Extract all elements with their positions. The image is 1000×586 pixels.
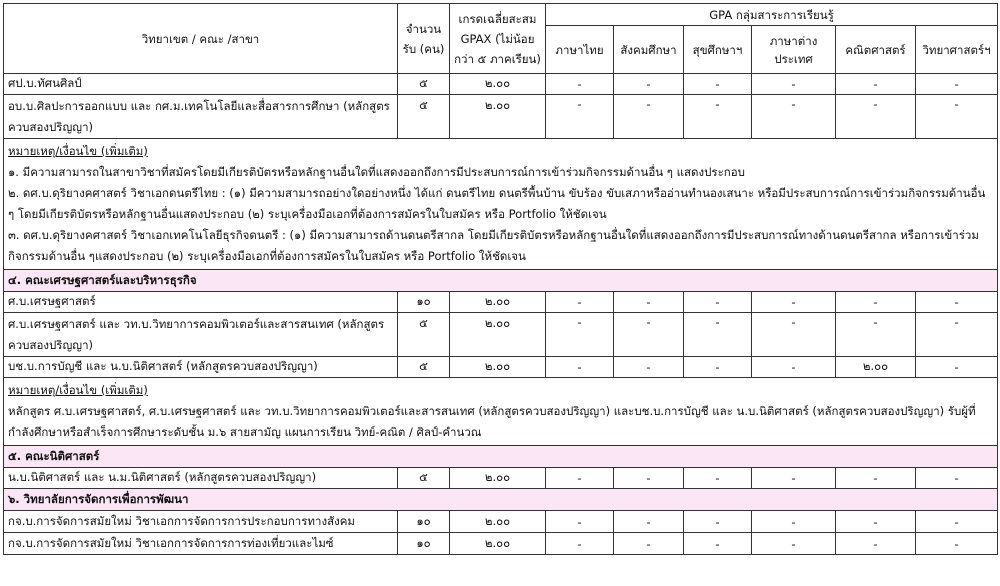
seats-cell: ๕ bbox=[398, 95, 450, 139]
header-subject: สุขศึกษาฯ bbox=[684, 26, 752, 74]
table-row bbox=[4, 511, 998, 533]
gpa-cell: - bbox=[546, 468, 614, 489]
program-name: ศ.บ.เศรษฐศาสตร์ และ วท.บ.วิทยาการคอมพิวเตอร์และสารสนเทศ (หลักสูตรควบสองปริญญา) bbox=[4, 313, 398, 357]
gpa-cell: - bbox=[614, 95, 684, 139]
table-row bbox=[4, 74, 998, 95]
program-name: บช.บ.การบัญชี และ น.บ.นิติศาสตร์ (หลักสูตรควบสองปริญญา) bbox=[4, 357, 398, 378]
program-name: น.บ.นิติศาสตร์ และ น.ม.นิติศาสตร์ (หลักสูตรควบสองปริญญา) bbox=[4, 468, 398, 489]
seats-cell: ๑๐ bbox=[398, 511, 450, 533]
note-title: หมายเหตุ/เงื่อนไข (เพิ่มเติม) bbox=[8, 144, 148, 158]
note-block bbox=[4, 139, 998, 270]
gpa-cell: - bbox=[916, 292, 998, 313]
program-name: ศ.บ.เศรษฐศาสตร์ bbox=[4, 292, 398, 313]
gpax-cell: ๒.๐๐ bbox=[450, 313, 546, 357]
gpax-cell: ๒.๐๐ bbox=[450, 533, 546, 555]
gpa-cell: - bbox=[546, 313, 614, 357]
seats-cell: ๕ bbox=[398, 74, 450, 95]
header-subject: สังคมศึกษา bbox=[614, 26, 684, 74]
gpa-cell: - bbox=[684, 95, 752, 139]
program-name: ศป.บ.ทัศนศิลป์ bbox=[4, 74, 398, 95]
table-row bbox=[4, 468, 998, 489]
note-item: ๑. มีความสามารถในสาขาวิชาที่สมัครโดยมีเกียรติบัตรหรือหลักฐานอื่นใดที่แสดงออกถึงการมีประสบการณ์การเข้าร่วมกิจกรรมด้านอื่น ๆ แสดงประกอบ bbox=[8, 165, 745, 179]
gpa-cell: - bbox=[836, 95, 916, 139]
gpa-cell: - bbox=[916, 357, 998, 378]
table-row bbox=[4, 313, 998, 357]
program-name: กจ.บ.การจัดการสมัยใหม่ วิชาเอกการจัดการการท่องเที่ยวและไมซ์ bbox=[4, 533, 398, 555]
gpa-cell: - bbox=[916, 533, 998, 555]
gpa-cell: - bbox=[684, 533, 752, 555]
gpa-cell: - bbox=[916, 74, 998, 95]
header-gpax: เกรดเฉลี่ยสะสม GPAX (ไม่น้อยกว่า ๕ ภาคเรียน) bbox=[450, 4, 546, 74]
gpax-cell: ๒.๐๐ bbox=[450, 357, 546, 378]
section-title: ๔. คณะเศรษฐศาสตร์และบริหารธุรกิจ bbox=[4, 270, 998, 292]
gpa-cell: - bbox=[916, 313, 998, 357]
note-cell bbox=[4, 139, 998, 270]
gpax-cell: ๒.๐๐ bbox=[450, 292, 546, 313]
gpa-cell: - bbox=[836, 511, 916, 533]
gpa-cell: - bbox=[752, 468, 836, 489]
gpa-cell: - bbox=[546, 95, 614, 139]
seats-cell: ๕ bbox=[398, 357, 450, 378]
seats-cell: ๑๐ bbox=[398, 533, 450, 555]
gpa-cell: - bbox=[836, 313, 916, 357]
section-title: ๖. วิทยาลัยการจัดการเพื่อการพัฒนา bbox=[4, 489, 998, 511]
gpa-cell: - bbox=[752, 313, 836, 357]
gpa-cell: - bbox=[546, 511, 614, 533]
note-block bbox=[4, 378, 998, 446]
gpa-cell: - bbox=[916, 95, 998, 139]
gpax-cell: ๒.๐๐ bbox=[450, 511, 546, 533]
gpa-cell: - bbox=[546, 533, 614, 555]
gpa-cell: - bbox=[684, 511, 752, 533]
gpa-cell: - bbox=[546, 292, 614, 313]
section-header bbox=[4, 489, 998, 511]
note-title: หมายเหตุ/เงื่อนไข (เพิ่มเติม) bbox=[8, 383, 148, 397]
gpa-cell: - bbox=[614, 357, 684, 378]
table-row bbox=[4, 95, 998, 139]
seats-cell: ๕ bbox=[398, 468, 450, 489]
gpa-cell: - bbox=[752, 357, 836, 378]
section-header bbox=[4, 270, 998, 292]
gpa-cell: - bbox=[752, 511, 836, 533]
gpa-cell: - bbox=[752, 292, 836, 313]
header-seats: จำนวนรับ (คน) bbox=[398, 4, 450, 74]
gpa-cell: - bbox=[614, 292, 684, 313]
program-name: กจ.บ.การจัดการสมัยใหม่ วิชาเอกการจัดการการประกอบการทางสังคม bbox=[4, 511, 398, 533]
seats-cell: ๕ bbox=[398, 313, 450, 357]
gpa-cell: - bbox=[614, 74, 684, 95]
gpa-cell: - bbox=[614, 468, 684, 489]
gpa-cell: - bbox=[684, 292, 752, 313]
admission-table bbox=[3, 3, 998, 555]
gpa-cell: - bbox=[684, 357, 752, 378]
note-cell bbox=[4, 378, 998, 446]
section-title: ๕. คณะนิติศาสตร์ bbox=[4, 446, 998, 468]
gpa-cell: - bbox=[752, 533, 836, 555]
gpa-cell: ๒.๐๐ bbox=[836, 357, 916, 378]
gpa-cell: - bbox=[752, 95, 836, 139]
section-header bbox=[4, 446, 998, 468]
gpa-cell: - bbox=[684, 74, 752, 95]
header-gpa-group: GPA กลุ่มสาระการเรียนรู้ bbox=[546, 4, 998, 26]
gpa-cell: - bbox=[546, 357, 614, 378]
table-row bbox=[4, 292, 998, 313]
program-name: อบ.บ.ศิลปะการออกแบบ และ กศ.ม.เทคโนโลยีและสื่อสารการศึกษา (หลักสูตรควบสองปริญญา) bbox=[4, 95, 398, 139]
gpa-cell: - bbox=[546, 74, 614, 95]
header-faculty: วิทยาเขต / คณะ /สาขา bbox=[4, 4, 398, 74]
note-text: หลักสูตร ศ.บ.เศรษฐศาสตร์, ศ.บ.เศรษฐศาสตร์ และ วท.บ.วิทยาการคอมพิวเตอร์และสารสนเทศ (หลักสูตรควบสองปริญญา) และบช.บ.การบัญชี และ น.บ.นิติศาสตร์ (หลักสูตรควบสองปริญญา) รับผู้ที่กำลังศึกษาหรือสำเร็จการศึกษาระดับชั้น ม.๖ สายสามัญ แผนการเรียน วิทย์-คณิต / ศิลป์-คำนวณ bbox=[8, 404, 976, 439]
gpa-cell: - bbox=[836, 74, 916, 95]
gpax-cell: ๒.๐๐ bbox=[450, 95, 546, 139]
gpa-cell: - bbox=[916, 468, 998, 489]
gpa-cell: - bbox=[752, 74, 836, 95]
table-row bbox=[4, 533, 998, 555]
seats-cell: ๑๐ bbox=[398, 292, 450, 313]
gpa-cell: - bbox=[684, 313, 752, 357]
header-subject: ภาษาไทย bbox=[546, 26, 614, 74]
gpa-cell: - bbox=[836, 292, 916, 313]
note-item: ๒. ดศ.บ.ดุริยางคศาสตร์ วิชาเอกดนตรีไทย : (๑) มีความสามารถอย่างใดอย่างหนึ่ง ได้แก่ ดนตรีไทย ดนตรีพื้นบ้าน ขับร้อง ขับเสภาหรืออ่านทำนองเสนาะ หรือมีประสบการณ์การเข้าร่วมกิจกรรมด้านอื่น ๆ โดยมีเกียรติบัตรหรือหลักฐานอื่นแสดงประกอบ (๒) ระบุเครื่องมือเอกที่ต้องการสมัครในใบสมัคร หรือ Portfolio ให้ชัดเจน bbox=[8, 186, 986, 221]
header-subject: ภาษาต่างประเทศ bbox=[752, 26, 836, 74]
gpa-cell: - bbox=[614, 313, 684, 357]
note-item: ๓. ดศ.บ.ดุริยางคศาสตร์ วิชาเอกเทคโนโลยีธุรกิจดนตรี : (๑) มีความสามารถด้านดนตรีสากล โดยมีเกียรติบัตรหรือหลักฐานอื่นใดที่แสดงออกถึงการมีประสบการณ์ทางด้านดนตรีสากล หรือการเข้าร่วมกิจกรรมด้านอื่น ๆแสดงประกอบ (๒) ระบุเครื่องมือเอกที่ต้องการสมัครในใบสมัคร หรือ Portfolio ให้ชัดเจน bbox=[8, 228, 979, 263]
gpa-cell: - bbox=[836, 468, 916, 489]
gpa-cell: - bbox=[916, 511, 998, 533]
gpa-cell: - bbox=[614, 511, 684, 533]
gpax-cell: ๒.๐๐ bbox=[450, 468, 546, 489]
header-subject: วิทยาศาสตร์ฯ bbox=[916, 26, 998, 74]
gpa-cell: - bbox=[684, 468, 752, 489]
gpa-cell: - bbox=[614, 533, 684, 555]
table-row bbox=[4, 357, 998, 378]
header-subject: คณิตศาสตร์ bbox=[836, 26, 916, 74]
gpa-cell: - bbox=[836, 533, 916, 555]
gpax-cell: ๒.๐๐ bbox=[450, 74, 546, 95]
